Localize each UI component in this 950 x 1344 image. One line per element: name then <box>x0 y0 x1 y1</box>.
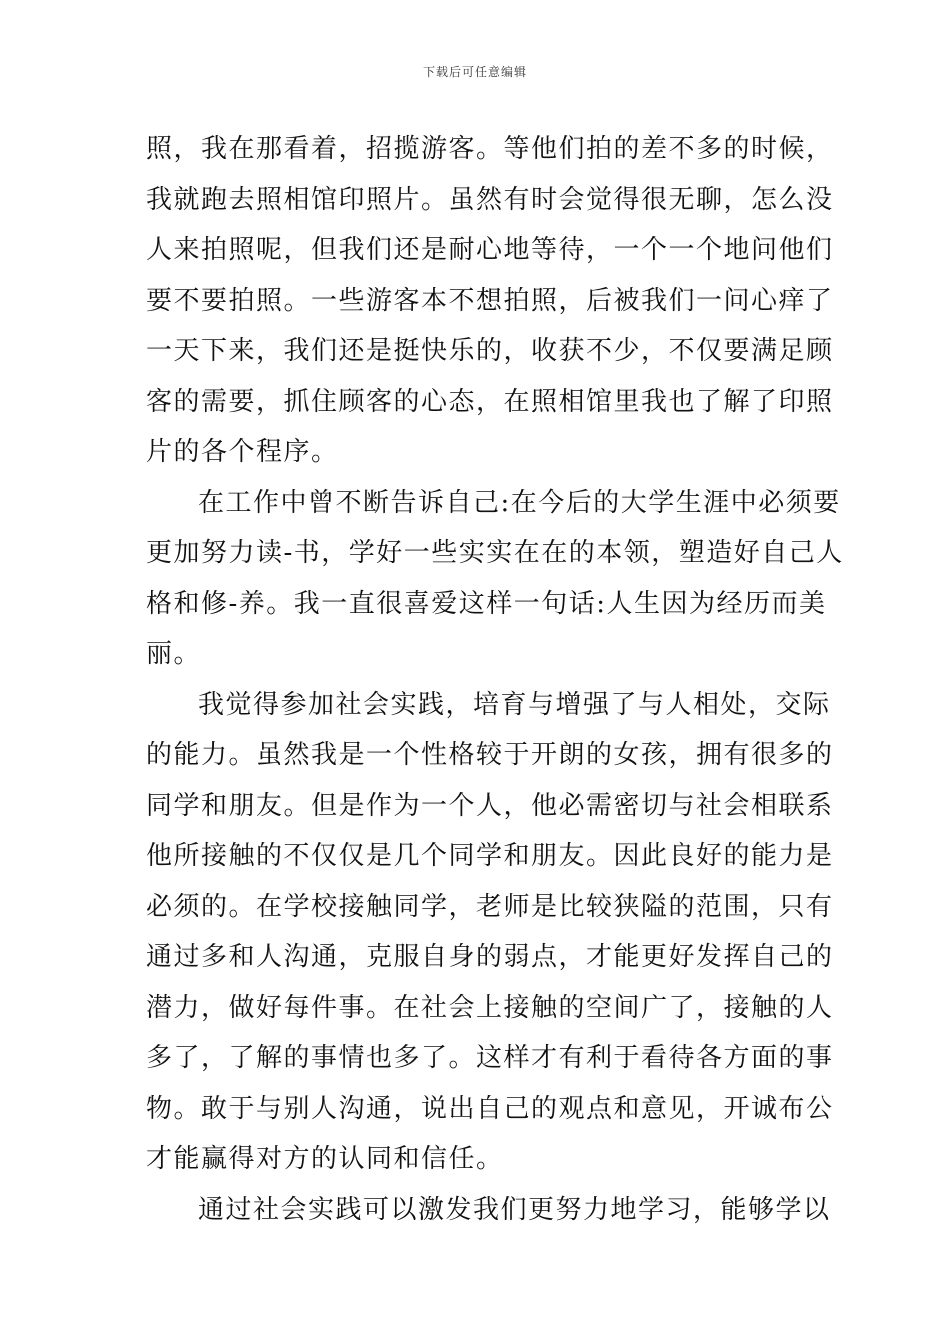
body-text <box>146 124 844 1235</box>
text-line: 物。敢于与别人沟通，说出自己的观点和意见，开诚布公 <box>146 1093 834 1124</box>
text-line: 我就跑去照相馆印照片。虽然有时会觉得很无聊，怎么没 <box>146 184 834 215</box>
text-line: 格和修-养。我一直很喜爱这样一句话:人生因为经历而美 <box>146 588 827 619</box>
text-line: 同学和朋友。但是作为一个人，他必需密切与社会相联系 <box>146 790 834 821</box>
text-line: 要不要拍照。一些游客本不想拍照，后被我们一问心痒了 <box>146 285 834 316</box>
text-line: 潜力，做好每件事。在社会上接触的空间广了，接触的人 <box>146 992 834 1023</box>
paragraph-start-line: 通过社会实践可以激发我们更努力地学习，能够学以 <box>198 1194 831 1225</box>
text-line: 通过多和人沟通，克服自身的弱点，才能更好发挥自己的 <box>146 942 834 972</box>
text-line: 更加努力读-书，学好一些实实在在的本领，塑造好自己人 <box>146 538 844 568</box>
page-header: 下载后可任意编辑 <box>422 65 527 79</box>
text-line: 照，我在那看着，招揽游客。等他们拍的差不多的时候， <box>146 134 834 164</box>
text-line: 的能力。虽然我是一个性格较于开朗的女孩，拥有很多的 <box>146 740 834 770</box>
text-line: 丽。 <box>146 639 202 669</box>
paragraph-start-line: 我觉得参加社会实践，培育与增强了与人相处，交际 <box>198 689 831 720</box>
text-line: 片的各个程序。 <box>146 437 339 467</box>
text-line: 多了，了解的事情也多了。这样才有利于看待各方面的事 <box>146 1043 834 1073</box>
text-line: 他所接触的不仅仅是几个同学和朋友。因此良好的能力是 <box>146 841 834 871</box>
text-line: 一天下来，我们还是挺快乐的，收获不少，不仅要满足顾 <box>146 336 834 366</box>
text-line: 人来拍照呢，但我们还是耐心地等待，一个一个地问他们 <box>146 235 834 265</box>
text-line: 才能赢得对方的认同和信任。 <box>146 1144 504 1174</box>
text-line: 必须的。在学校接触同学，老师是比较狭隘的范围，只有 <box>146 891 834 922</box>
paragraph-start-line: 在工作中曾不断告诉自己:在今后的大学生涯中必须要 <box>198 487 841 518</box>
text-line: 客的需要，抓住顾客的心态，在照相馆里我也了解了印照 <box>146 386 834 417</box>
